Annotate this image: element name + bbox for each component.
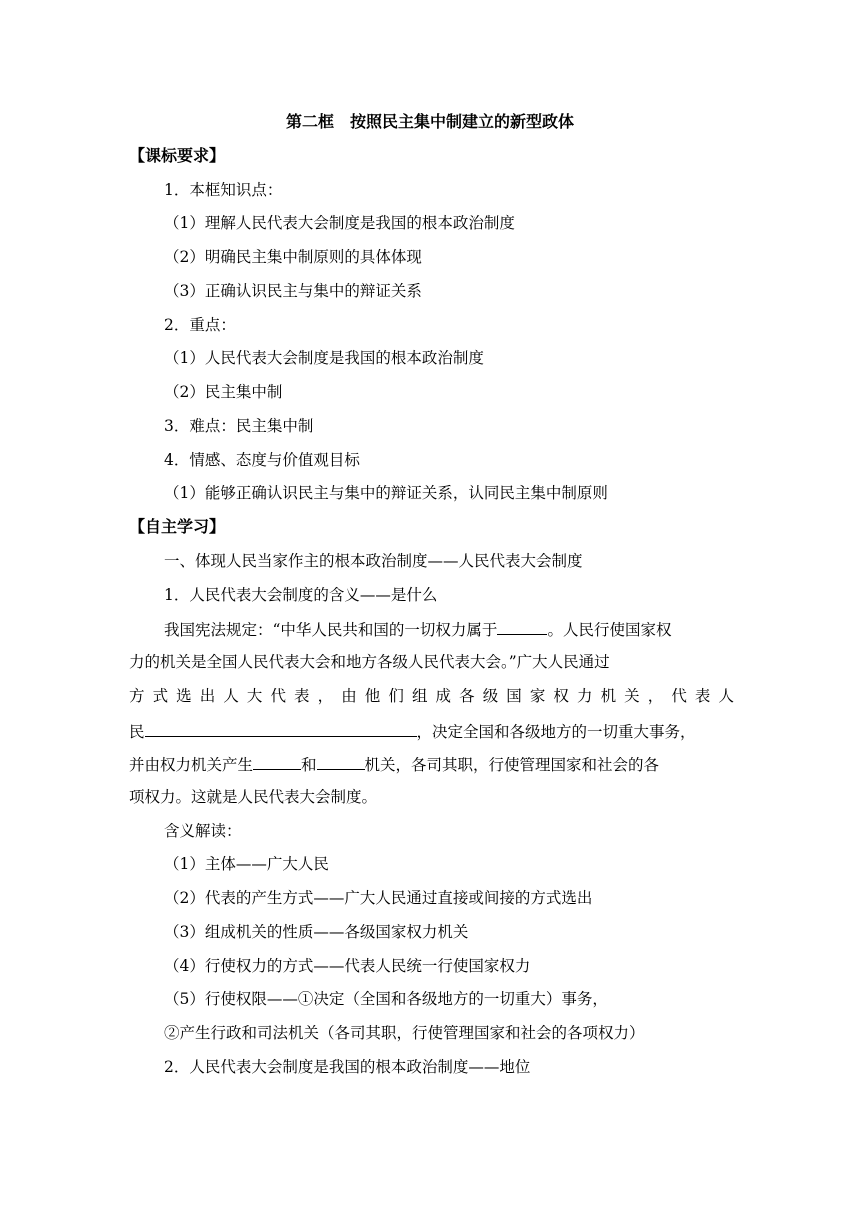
list-item: （3）正确认识民主与集中的辩证关系: [164, 282, 422, 300]
paragraph-text: ，决定全国和各级地方的一切重大事务，: [416, 723, 696, 741]
list-item: （1）人民代表大会制度是我国的根本政治制度: [164, 349, 484, 367]
section-heading-curriculum: 【课标要求】: [129, 146, 226, 165]
list-item: （1）能够正确认识民主与集中的辩证关系，认同民主集中制原则: [164, 484, 608, 502]
list-item: 2．重点：: [164, 316, 236, 334]
list-item: ②产生行政和司法机关（各司其职，行使管理国家和社会的各项权力）: [164, 1024, 645, 1042]
part-heading: 一、体现人民当家作主的根本政治制度——人民代表大会制度: [164, 552, 583, 570]
fill-blank[interactable]: [497, 617, 547, 635]
page-title: 第二框 按照民主集中制建立的新型政体: [285, 112, 574, 131]
list-item: （5）行使权限——①决定（全国和各级地方的一切重大）事务，: [164, 990, 608, 1008]
paragraph-text: 。人民行使国家权: [547, 621, 672, 639]
list-item: （3）组成机关的性质——各级国家权力机关: [164, 923, 469, 941]
list-item: 1．本框知识点：: [164, 181, 283, 199]
section-heading-self-study: 【自主学习】: [129, 517, 226, 536]
sub-heading: 1．人民代表大会制度的含义——是什么: [164, 586, 438, 604]
list-item: 3．难点：民主集中制: [164, 417, 314, 435]
list-item: （2）代表的产生方式——广大人民通过直接或间接的方式选出: [164, 889, 593, 907]
paragraph-line: [129, 752, 659, 776]
paragraph-line: 力的机关是全国人民代表大会和地方各级人民代表大会。”广大人民通过: [129, 653, 610, 671]
paragraph-line: [164, 617, 671, 641]
sub-heading: 2．人民代表大会制度是我国的根本政治制度——地位: [164, 1058, 531, 1076]
paragraph-text: 和: [301, 756, 317, 774]
list-item: （4）行使权力的方式——代表人民统一行使国家权力: [164, 957, 531, 975]
paragraph-line: 项权力。这就是人民代表大会制度。: [129, 788, 378, 806]
paragraph-text: 机关，各司其职，行使管理国家和社会的各: [364, 756, 660, 774]
paragraph-text: 我国宪法规定：“中华人民共和国的一切权力属于: [164, 621, 498, 639]
paragraph-text: 民: [129, 723, 145, 741]
list-item: （2）民主集中制: [164, 383, 283, 401]
list-item: （1）理解人民代表大会制度是我国的根本政治制度: [164, 214, 515, 232]
list-item: （1）主体——广大人民: [164, 855, 329, 873]
fill-blank[interactable]: [253, 752, 301, 770]
sub-heading: 含义解读：: [164, 822, 242, 840]
fill-blank[interactable]: [317, 752, 365, 770]
fill-blank[interactable]: [145, 719, 417, 737]
list-item: （2）明确民主集中制原则的具体体现: [164, 248, 422, 266]
paragraph-text: 并由权力机关产生: [129, 756, 254, 774]
paragraph-line: [129, 719, 696, 743]
list-item: 4．情感、态度与价值观目标: [164, 451, 360, 469]
paragraph-line: 方式选出人大代表，由他们组成各级国家权力机关，代表人: [129, 687, 734, 705]
